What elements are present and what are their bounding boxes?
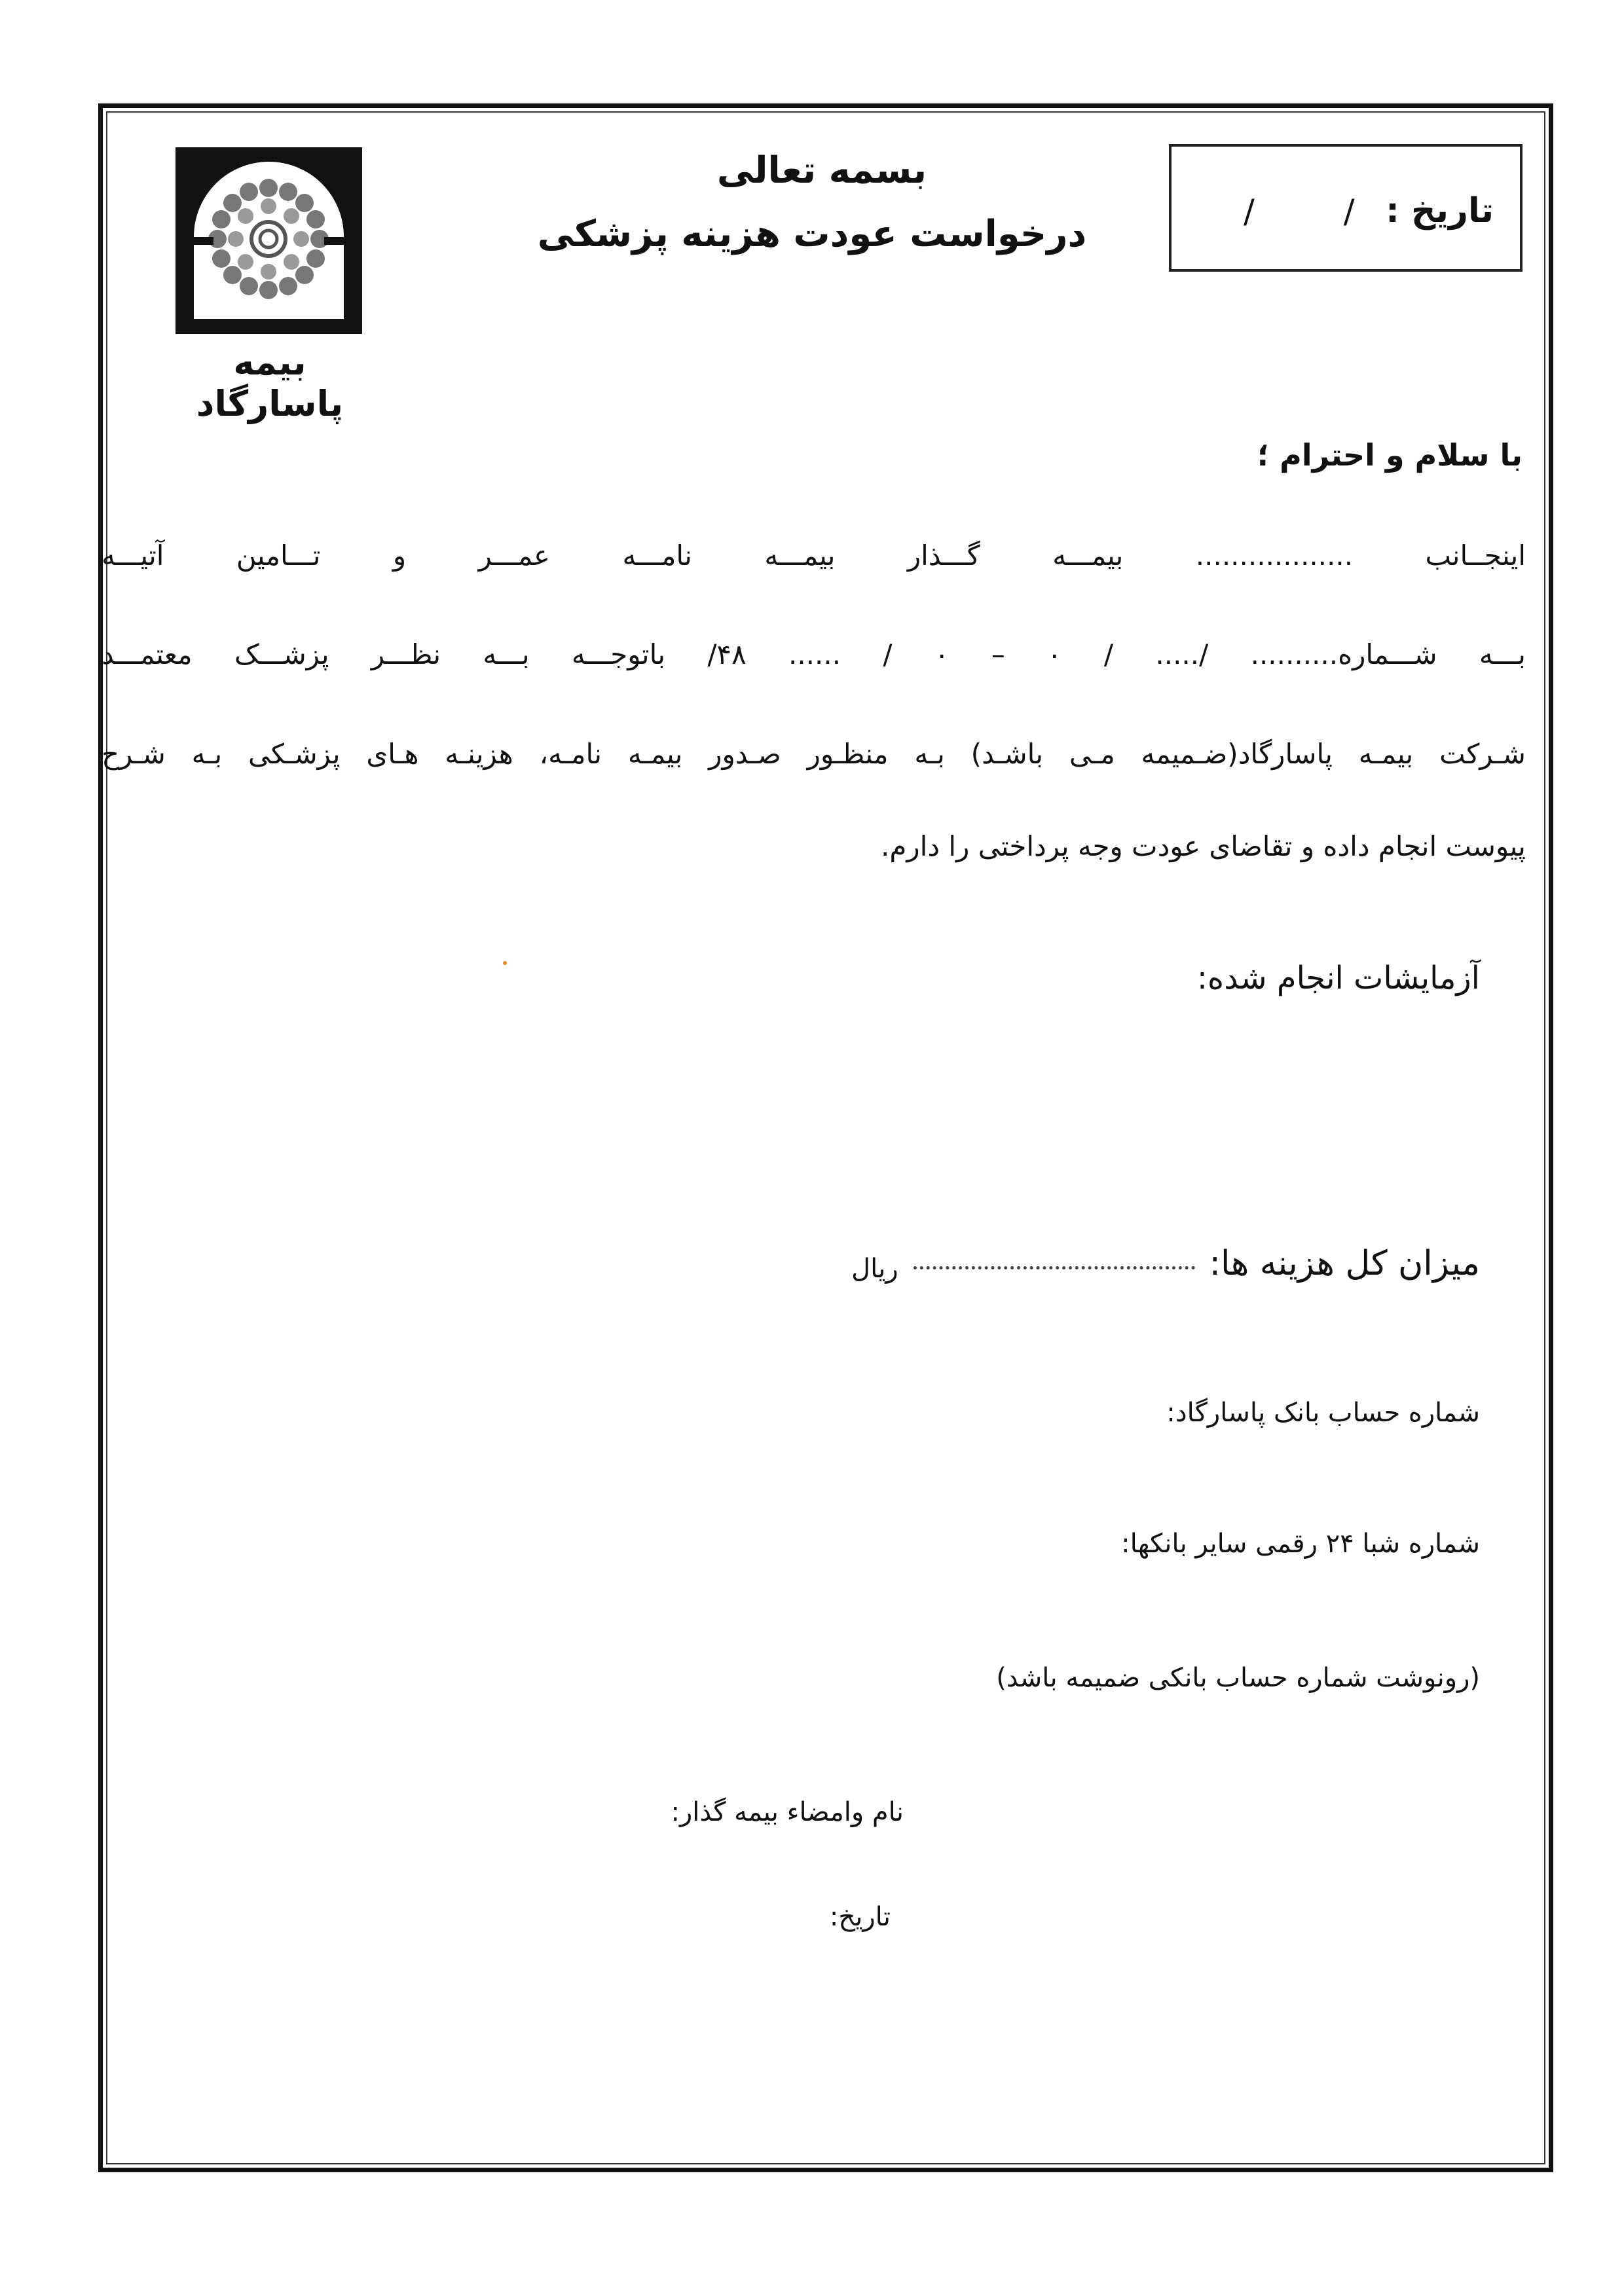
attachment-note: (رونوشت شماره حساب بانکی ضمیمه باشد) [996,1663,1480,1693]
signature-date-label: تاریخ: [829,1902,891,1932]
sheba-label: شماره شبا ۲۴ رقمی سایر بانکها: [1121,1529,1480,1559]
total-cost-field[interactable] [913,1266,1195,1269]
greeting: با سلام و احترام ؛ [1257,437,1522,473]
total-cost-label: میزان کل هزینه ها: [1209,1244,1480,1283]
date-label: تاریخ : [1386,191,1494,230]
body-line-4: پیوست انجام داده و تقاضای عودت وجه پرداختی را دارم. [881,830,1526,862]
scan-speck [503,961,507,965]
body-line-3: شـرکت بیمـه پاسارگاد(ضـمیمه مـی باشـد) بـه منظـور صـدور بیمـه نامـه، هزینـه هـای پزشـکی بـه شـرح [101,738,1526,770]
body-line-1: اینجــانب .................. بیمـــه گـــذار بیمـــه نامـــه عمـــر و تـــامین آتیـــه [101,539,1526,572]
tests-performed-label: آزمایشات انجام شده: [1196,960,1480,996]
rial-unit: ریال [851,1254,898,1284]
header-line-2: درخواست عودت هزینه پزشکی [537,213,1087,255]
body-line-2: بـــه شـــماره.......... /..... / ۰ – ۰ / ...... ۴۸/ باتوجـــه بـــه نظـــر پزشـــک معتمـــد [101,638,1526,670]
date-field[interactable]: / / [1244,192,1394,230]
bank-account-label: شماره حساب بانک پاسارگاد: [1166,1398,1480,1428]
signer-label: نام وامضاء بیمه گذار: [671,1797,904,1827]
date-box[interactable] [1169,144,1522,272]
logo-caption: بیمه پاسارگاد [196,342,344,424]
header-line-1: بسمه تعالی [716,149,927,192]
